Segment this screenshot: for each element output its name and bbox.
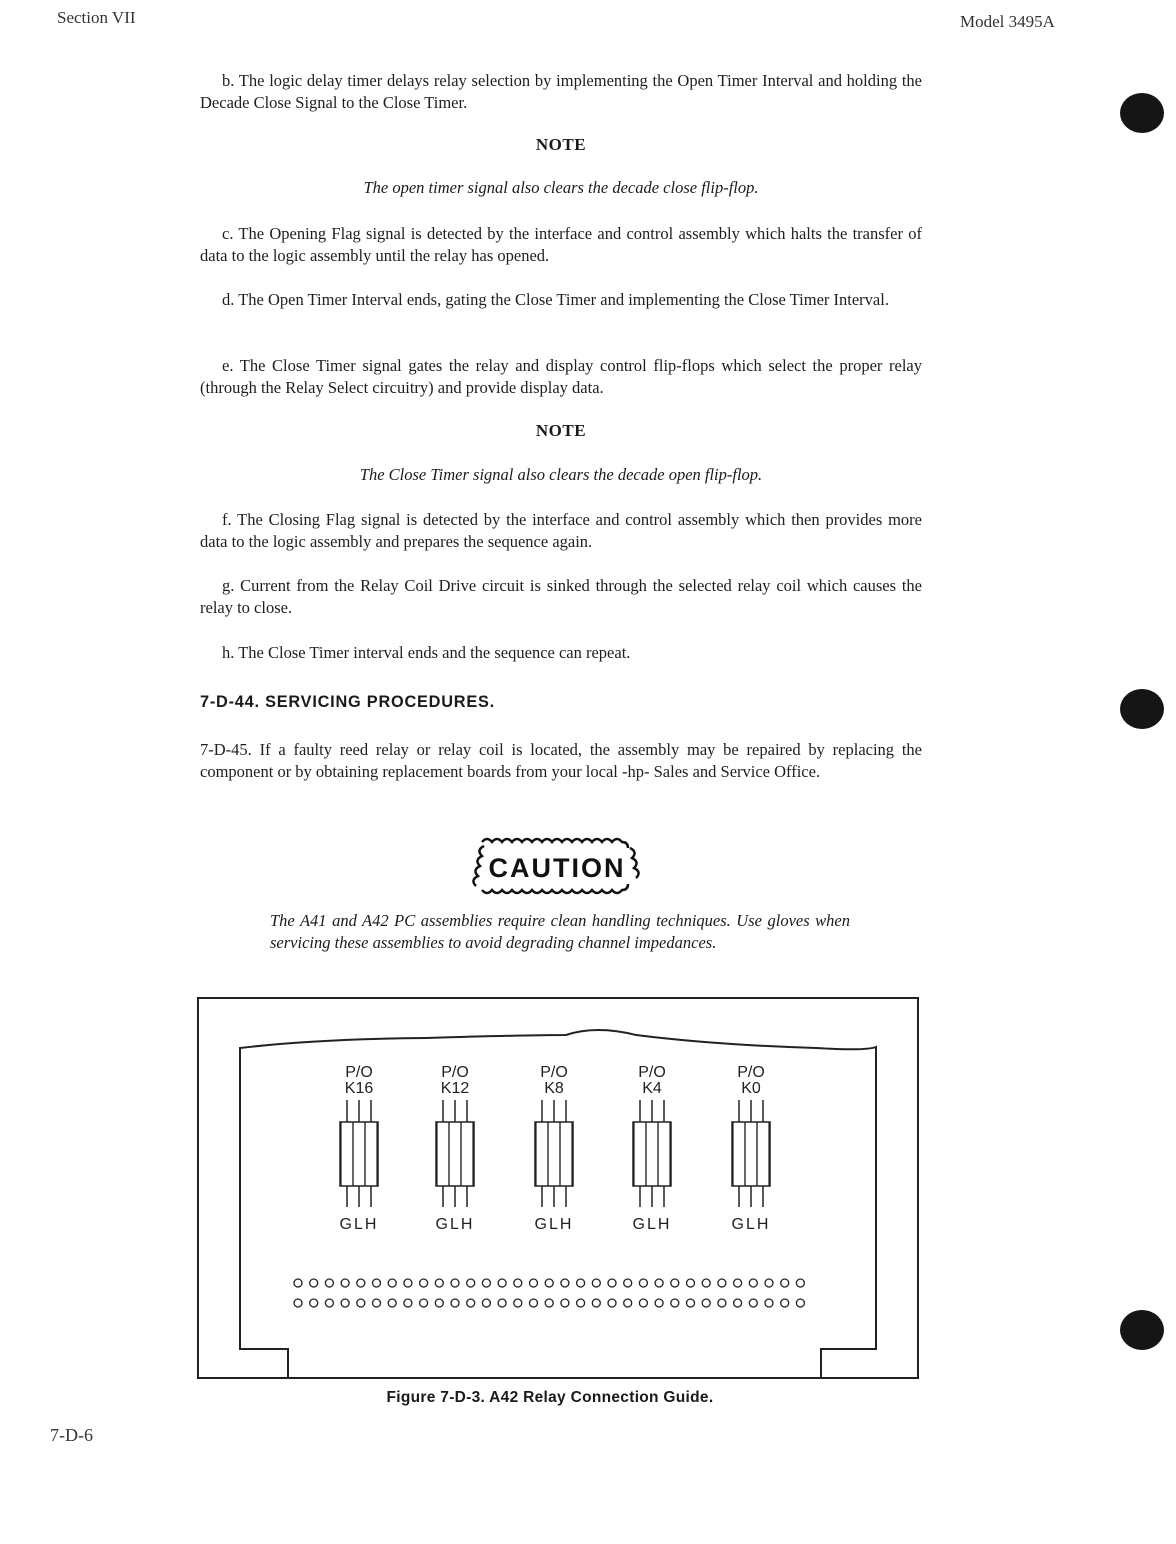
caution-left-scallop (473, 846, 484, 886)
caution-bottom-scallop (482, 884, 628, 893)
connector-pad (796, 1279, 804, 1287)
connector-pad (404, 1279, 412, 1287)
connector-pad (781, 1279, 789, 1287)
relay-name-label: K4 (642, 1080, 662, 1097)
relay-k4 (633, 1064, 672, 1233)
paragraph-c: c. The Opening Flag signal is detected by the interface and control assembly which halts the transfer of data to the logic assembly until the relay has opened. (200, 224, 922, 265)
caution-top-scallop (482, 839, 628, 848)
page-number: 7-D-6 (50, 1425, 93, 1445)
connector-pad (765, 1299, 773, 1307)
relay-pin-labels: GLH (731, 1216, 771, 1233)
caution-label: CAUTION (488, 853, 626, 883)
connector-pad (325, 1279, 333, 1287)
connector-pad (357, 1299, 365, 1307)
connector-pad (655, 1299, 663, 1307)
connector-pad (796, 1299, 804, 1307)
section-label: Section VII (57, 8, 136, 27)
connector-pad (671, 1299, 679, 1307)
connector-pad (357, 1279, 365, 1287)
relay-k8 (535, 1064, 574, 1233)
relay-body (436, 1122, 474, 1186)
connector-pad (514, 1279, 522, 1287)
binder-hole-2 (1120, 689, 1164, 729)
caution-right-scallop (630, 848, 639, 878)
relay-k12 (436, 1064, 475, 1233)
connector-pad (482, 1299, 490, 1307)
figure-caption: Figure 7-D-3. A42 Relay Connection Guide. (386, 1389, 714, 1406)
connector-pad (325, 1299, 333, 1307)
connector-pad (451, 1299, 459, 1307)
connector-pad (608, 1299, 616, 1307)
connector-pad (592, 1279, 600, 1287)
connector-pad (718, 1299, 726, 1307)
connector-pad (592, 1299, 600, 1307)
connector-pad (734, 1279, 742, 1287)
connector-pad (341, 1299, 349, 1307)
connector-pad (373, 1299, 381, 1307)
relay-group (340, 1064, 771, 1233)
connector-pad (467, 1299, 475, 1307)
relay-top-label: P/O (345, 1064, 373, 1081)
note-text-2: The Close Timer signal also clears the decade open flip-flop. (359, 465, 763, 484)
paragraph-d: d. The Open Timer Interval ends, gating the Close Timer and implementing the Close Timer Interval. (222, 290, 889, 309)
relay-name-label: K0 (741, 1080, 761, 1097)
connector-pad (687, 1299, 695, 1307)
connector-pad (639, 1299, 647, 1307)
connector-pad (310, 1279, 318, 1287)
connector-pad (702, 1279, 710, 1287)
relay-top-label: P/O (737, 1064, 765, 1081)
connector-pad (498, 1299, 506, 1307)
connector-pad (388, 1279, 396, 1287)
connector-pad (294, 1279, 302, 1287)
note-heading-2: NOTE (535, 421, 587, 440)
connector-pad (718, 1279, 726, 1287)
figure-border (198, 998, 918, 1378)
connector-pad (310, 1299, 318, 1307)
connector-pad (545, 1279, 553, 1287)
connector-pad (671, 1279, 679, 1287)
relay-body (340, 1122, 378, 1186)
connector-pad (749, 1279, 757, 1287)
connector-pad (577, 1279, 585, 1287)
edge-connector-pads (294, 1279, 804, 1307)
connector-pad (624, 1279, 632, 1287)
paragraph-f: f. The Closing Flag signal is detected by the interface and control assembly which then provides more data to the logic assembly and prepares the sequence again. (200, 510, 922, 551)
relay-name-label: K8 (544, 1080, 564, 1097)
connector-pad (577, 1299, 585, 1307)
note-text-1: The open timer signal also clears the decade close flip-flop. (363, 178, 759, 197)
paragraph-h: h. The Close Timer interval ends and the sequence can repeat. (222, 643, 631, 662)
connector-pad (482, 1279, 490, 1287)
connector-pad (373, 1279, 381, 1287)
connector-pad (467, 1279, 475, 1287)
connector-pad (420, 1299, 428, 1307)
connector-pad (702, 1299, 710, 1307)
binder-hole-3 (1120, 1310, 1164, 1350)
servicing-paragraph: 7-D-45. If a faulty reed relay or relay coil is located, the assembly may be repaired by replacing the component or by obtaining replacement boards from your local -hp- Sales and Service Office. (200, 740, 922, 781)
connector-pad (341, 1279, 349, 1287)
connector-pad (388, 1299, 396, 1307)
relay-body (732, 1122, 770, 1186)
connector-pad (765, 1279, 773, 1287)
relay-pin-labels: GLH (632, 1216, 672, 1233)
caution-badge (470, 834, 645, 898)
relay-name-label: K16 (344, 1080, 374, 1097)
connector-pad (624, 1299, 632, 1307)
relay-pin-labels: GLH (435, 1216, 475, 1233)
connector-pad (687, 1279, 695, 1287)
note-heading-1: NOTE (535, 135, 587, 154)
binder-hole-1 (1120, 93, 1164, 133)
relay-body (535, 1122, 573, 1186)
connector-pad (404, 1299, 412, 1307)
paragraph-e: e. The Close Timer signal gates the relay and display control flip-flops which select the proper relay (through the Relay Select circuitry) and provide display data. (200, 356, 922, 397)
relay-k0 (732, 1064, 771, 1233)
relay-top-label: P/O (540, 1064, 568, 1081)
model-label: Model 3495A (960, 12, 1055, 31)
connector-pad (608, 1279, 616, 1287)
connector-pad (498, 1279, 506, 1287)
paragraph-g: g. Current from the Relay Coil Drive circuit is sinked through the selected relay coil which causes the relay to close. (200, 576, 922, 617)
relay-pin-labels: GLH (339, 1216, 379, 1233)
connector-pad (435, 1299, 443, 1307)
connector-pad (294, 1299, 302, 1307)
relay-pin-labels: GLH (534, 1216, 574, 1233)
connector-pad (530, 1299, 538, 1307)
connector-pad (639, 1279, 647, 1287)
connector-pad (451, 1279, 459, 1287)
connector-pad (545, 1299, 553, 1307)
relay-top-label: P/O (638, 1064, 666, 1081)
caution-text: The A41 and A42 PC assemblies require clean handling techniques. Use gloves when servicing these assemblies to avoid degrading channel impedances. (270, 911, 850, 952)
relay-name-label: K12 (440, 1080, 470, 1097)
connector-pad (420, 1279, 428, 1287)
connector-pad (655, 1279, 663, 1287)
relay-top-label: P/O (441, 1064, 469, 1081)
relay-connection-figure (196, 995, 926, 1385)
connector-pad (514, 1299, 522, 1307)
connector-pad (749, 1299, 757, 1307)
connector-pad (561, 1299, 569, 1307)
connector-pad (435, 1279, 443, 1287)
relay-body (633, 1122, 671, 1186)
paragraph-b: b. The logic delay timer delays relay selection by implementing the Open Timer Interval and holding the Decade Close Signal to the Close Timer. (200, 71, 922, 112)
section-heading: 7-D-44. SERVICING PROCEDURES. (200, 692, 495, 711)
relay-k16 (340, 1064, 379, 1233)
connector-pad (530, 1279, 538, 1287)
connector-pad (561, 1279, 569, 1287)
connector-pad (734, 1299, 742, 1307)
connector-pad (781, 1299, 789, 1307)
